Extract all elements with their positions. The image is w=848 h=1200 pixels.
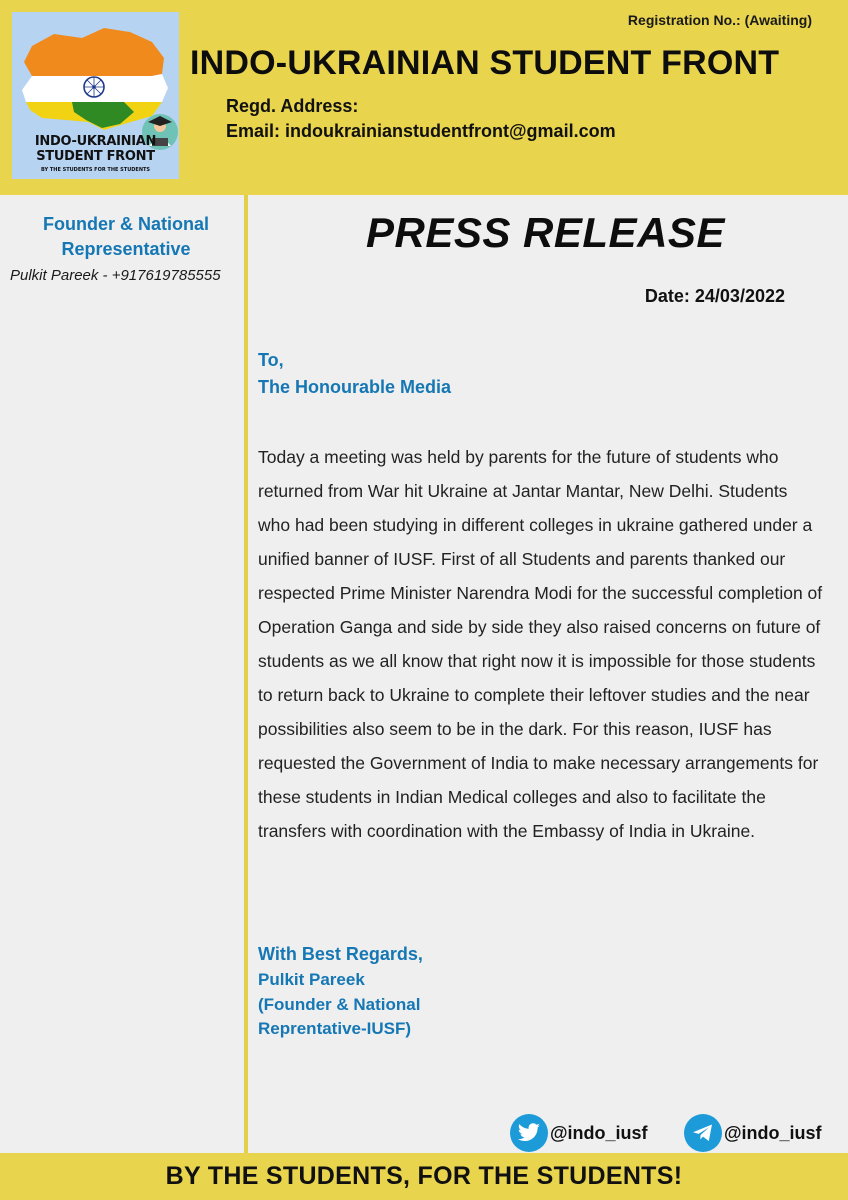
- twitter-icon: [510, 1114, 548, 1152]
- telegram-icon: [684, 1114, 722, 1152]
- contact-email: Email: indoukrainianstudentfront@gmail.com: [226, 121, 616, 141]
- logo-title-line-1: INDO-UKRAINIAN: [34, 134, 157, 149]
- footer-banner: [0, 1153, 848, 1200]
- logo-tagline: BY THE STUDENTS FOR THE STUDENTS: [40, 167, 151, 173]
- registration-number: Registration No.: (Awaiting): [627, 12, 812, 28]
- founder-contact: Pulkit Pareek - +917619785555: [10, 267, 221, 284]
- signatory-role-line-2: Reprentative-IUSF): [258, 1019, 412, 1038]
- signatory-role-line-1: (Founder & National: [258, 995, 421, 1014]
- addressee: The Honourable Media: [258, 377, 452, 397]
- twitter-handle-link[interactable]: [510, 1114, 648, 1152]
- letterhead-header: [0, 0, 848, 195]
- salutation: To,: [258, 350, 284, 370]
- founder-sidebar: [0, 195, 244, 1153]
- telegram-handle: @indo_iusf: [724, 1122, 822, 1143]
- organization-name: INDO-UKRAINIAN STUDENT FRONT: [190, 44, 780, 82]
- logo-title-line-2: STUDENT FRONT: [36, 149, 155, 164]
- founder-title: Founder & National Representative: [43, 214, 209, 259]
- organization-logo: [12, 12, 179, 179]
- registered-address: Regd. Address:: [226, 96, 359, 116]
- letter-body-paragraph: Today a meeting was held by parents for the future of students who returned from War hit Ukraine at Jantar Mantar, New Delhi. Students who had been studying in different colleges in ukraine gathered under a unified banner of IUSF. First of all Students and parents thanked our respected Prime Minister Narendra Modi for the successful completion of Operation Ganga and side by side they also raised concerns on future of students as we all know that right now it is impossible for those students to return back to Ukraine to complete their leftover studies and the near possibilities also seem to be in the dark. For this reason, IUSF has requested the Government of India to make necessary arrangements for these students in Indian Medical colleges and also to facilitate the transfers with coordination with the Embassy of India in Ukraine.: [258, 447, 823, 841]
- closing-line: With Best Regards,: [258, 944, 423, 964]
- footer-slogan: BY THE STUDENTS, FOR THE STUDENTS!: [165, 1162, 683, 1190]
- press-release-body: [248, 195, 848, 1153]
- document-title: PRESS RELEASE: [366, 209, 725, 256]
- twitter-handle: @indo_iusf: [550, 1122, 648, 1143]
- telegram-handle-link[interactable]: [684, 1114, 822, 1152]
- release-date: Date: 24/03/2022: [644, 286, 785, 306]
- signatory-name: Pulkit Pareek: [258, 970, 365, 989]
